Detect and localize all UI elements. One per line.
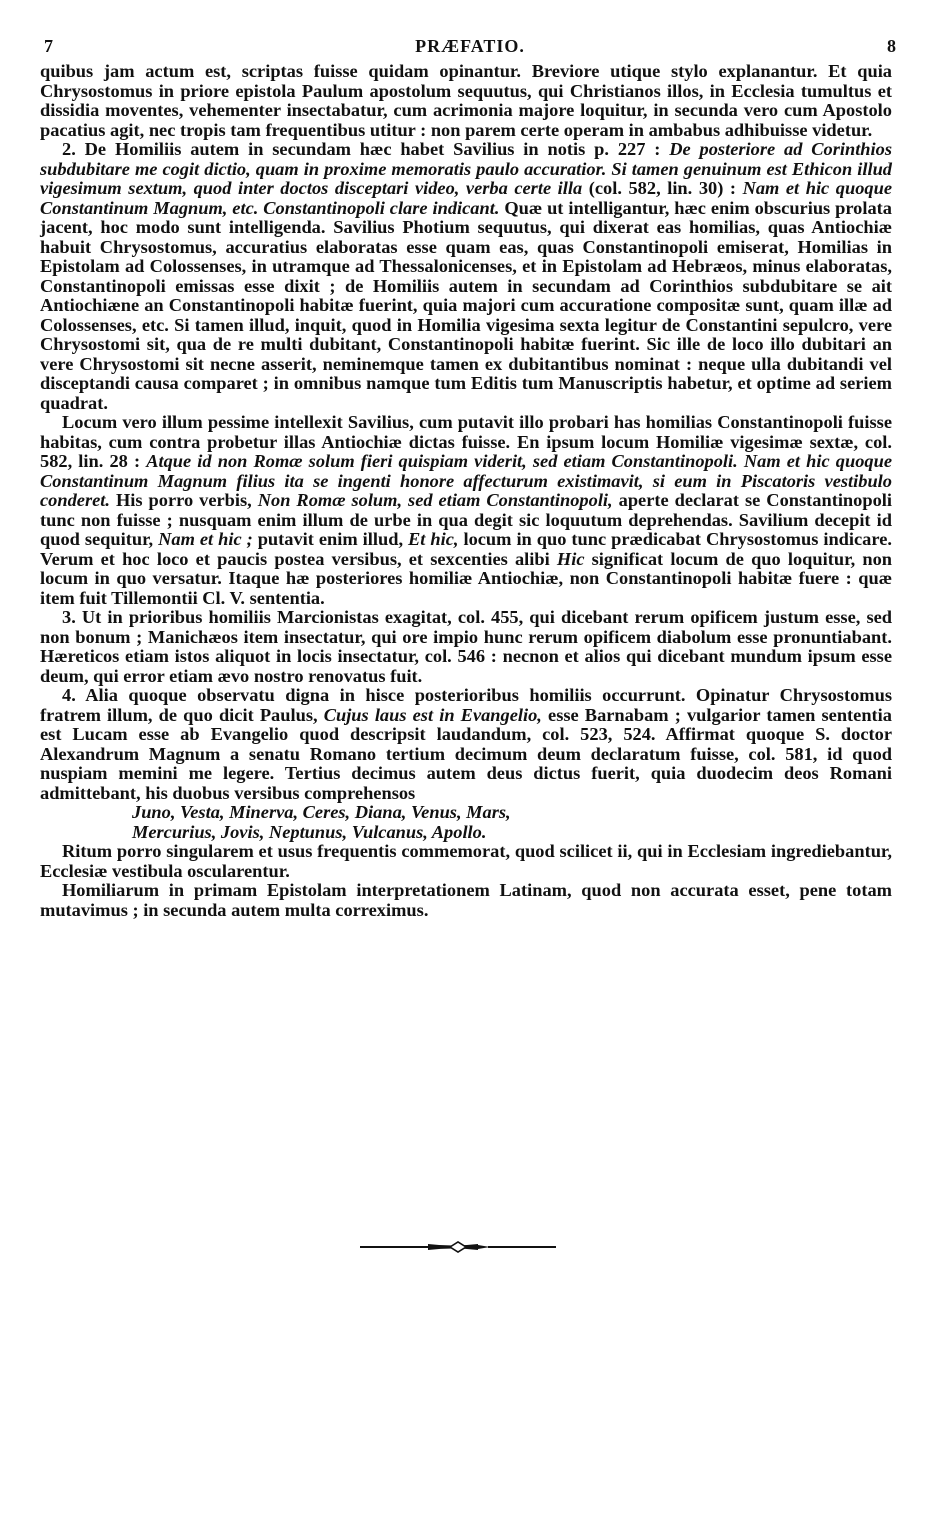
paragraph-3 <box>40 608 892 686</box>
page-header <box>44 36 896 58</box>
italic-quotation: Non Romæ solum, sed etiam Constantinopoli, <box>257 490 613 510</box>
verse-line-2: Mercurius, Jovis, Neptunus, Vulcanus, Apollo. <box>132 821 487 842</box>
text-run: 2. De Homiliis autem in secundam hæc habet Savilius in notis p. 227 : <box>62 139 670 159</box>
paragraph-2 <box>40 140 892 413</box>
paragraph-ritum: Ritum porro singularem et usus frequentis commemorat, quod scilicet ii, qui in Ecclesiam ingrediebantur, Ecclesiæ vestibula oscularentur. <box>40 841 892 881</box>
text-run: significat locum de quo loquitur, non locum in quo versatur. Itaque hæ posteriores homiliæ Antiochiæ, non Constantinopoli habitæ fuere : quæ item fuit Tillemontii Cl. V. sententia. <box>40 548 892 608</box>
verse-quotation <box>132 803 892 842</box>
text-run: quibus jam actum est, scriptas fuisse quidam opinantur. Breviore utique stylo explanantur. Et quia Chrysostomus in priore epistola Paulum apostolum sequutus, qui Christianos illos, in Ecclesia tumultus et dissidia moventes, vehementer insectabatur, cum acrimonia majore loquitur, in secunda vero cum Apostolo pacatius agit, nec tropis tam frequentibus utitur : non parem certe operam in ambabus adhibuisse videtur. <box>40 61 892 140</box>
italic-quotation: Hic <box>556 548 585 569</box>
text-run: Locum vero illum pessime intellexit Savilius, cum putavit illo probari has homilias Constantinopoli fuisse habitas, cum contra probetur illas Antiochiæ dictas fuisse. En ipsum locum Homiliæ vigesimæ sextæ, col. 582, lin. 28 : <box>40 412 892 471</box>
italic-quotation: Et hic, <box>408 529 459 549</box>
paragraph-locum <box>40 413 892 608</box>
italic-quotation: Nam et hic quoque Constantinum Magnum, etc. Constantinopoli clare indicant. <box>40 178 892 218</box>
italic-quotation: Atque id non Romæ solum fieri quispiam viderit, sed etiam Constantinopoli. Nam et hic quoque Constantinum Magnum filius ita se ingenti honore affecturum existimavit, si eum in Piscatoris vestibulo conderet. <box>40 451 892 510</box>
page-number-right: 8 <box>887 36 896 56</box>
paragraph-homiliarum: Homiliarum in primam Epistolam interpretationem Latinam, quod non accurata esset, pene totam mutavimus ; in secunda autem multa correximus. <box>40 880 892 920</box>
text-run: aperte declarat se Constantinopoli tunc non fuisse ; nusquam enim illum de urbe in qua degit sic loquutum deprehendas. Savilium decepit id quod sequitur, <box>40 490 892 549</box>
text-run: (col. 582, lin. 30) : <box>582 178 743 198</box>
italic-quotation: De posteriore ad Corinthios subdubitare me cogit dictio, quam in proxime memoratis paulo accuratior. Si tamen genuinum est Ethicon illud vigesimum sextum, quod inter doctos disceptari video, verba certe illa <box>40 139 892 198</box>
text-run: His porro verbis, <box>109 490 258 510</box>
page-body <box>40 62 892 920</box>
text-run: esse Barnabam ; vulgarior tamen sententia est Lucam esse ab Evangelio quod descripsit laudandum, col. 523, 524. Affirmat quoque S. doctor Alexandrum Magnum a senatu Romano tertium decimum deum declaratum fuisse, col. 581, id quod nuspiam memini me legere. Tertius decimus autem deus dictus fuerit, quia duodecim deos Romani admittebant, his duobus versibus comprehensos <box>40 704 892 803</box>
text-run: putavit enim illud, <box>252 529 409 549</box>
text-run: 3. Ut in prioribus homiliis Marcionistas exagitat, col. 455, qui dicebant rerum opificem justum esse, sed non bonum ; Manichæos item insectatur, qui ore impio hunc rerum opificem diabolum esse pronuntiabant. Hæreticos etiam istos aliquot in locis insectatur, col. 546 : necnon et alios qui dicebant mundum ipsum esse deum, qui error etiam ævo nostro renovatus fuit. <box>40 607 892 686</box>
running-title: PRÆFATIO. <box>415 36 525 56</box>
page-number-left: 7 <box>44 36 53 56</box>
paragraph-continuation <box>40 62 892 140</box>
italic-quotation: Nam et hic ; <box>158 529 253 549</box>
verse-line-1: Juno, Vesta, Minerva, Ceres, Diana, Venus, Mars, <box>132 802 511 822</box>
text-run: Quæ ut intelligantur, hæc enim obscurius prolata jacent, hoc modo sunt intelligenda. Savilius Photium sequutus, qui dixerat eas homilias, quas Antiochiæ habuit Chrysostomus, accuratius elaboratas esse quam eas, quas Constantinopoli emiserat, Homilias in Epistolam ad Colossenses, in utramque ad Thessalonicenses, et in Epistolam ad Hebræos, minus elaboratas, Constantinopoli emissas esse dixit ; de Homiliis autem in secundam ad Corinthios subdubitare se ait Antiochiæne an Constantinopoli habitæ fuerint, quia majori cum accuratione compositæ sunt, quam illæ ad Colossenses, etc. Si tamen illud, inquit, quod in Homilia vigesima sexta legitur de Constantini sepulcro, vere Chrysostomi sit, qua de re multi dubitant, Constantinopoli habitæ fuerint. Sic ille de loco illo dubitari an vere Chrysostomi sit necne asserit, neminemque tamen ex dubitantibus nominat : neque ulla dubitandi vel disceptandi causa comparet ; in omnibus namque tum Editis tum Manuscriptis habetur, et optime ad seriem quadrat. <box>40 197 893 413</box>
text-run: 4. Alia quoque observatu digna in hisce posterioribus homiliis occurrunt. Opinatur Chrysostomus fratrem illum, de quo dicit Paulus, <box>40 685 892 725</box>
text-run: locum in quo tunc prædicabat Chrysostomus indicare. Verum et hoc loco et paucis postea versibus, et sexcenties alibi <box>40 529 892 569</box>
italic-quotation: Cujus laus est in Evangelio, <box>323 704 542 725</box>
decorative-rule-ornament <box>358 1240 558 1254</box>
paragraph-4 <box>40 686 892 803</box>
